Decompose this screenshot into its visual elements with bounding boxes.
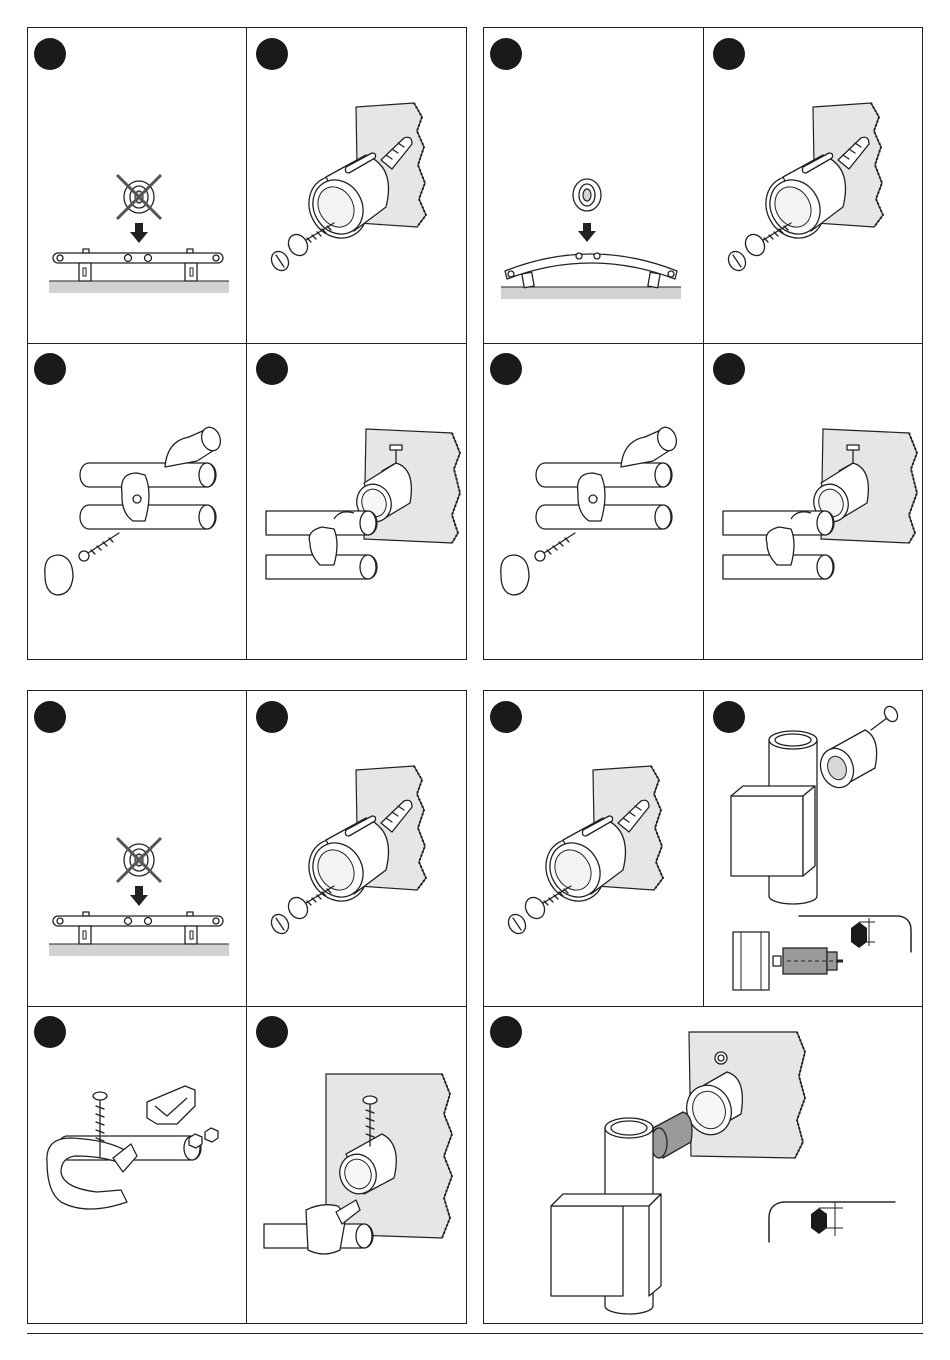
step-illustration-attach-wall [246, 343, 467, 660]
hex-nut-icon [811, 1208, 827, 1234]
step-illustration-attach-clip [246, 1006, 467, 1324]
x-mark-icon [117, 838, 161, 906]
step-illustration-cap-check [27, 27, 246, 343]
step-illustration-clip-bracket [27, 1006, 246, 1324]
step-illustration-clamp-screw [27, 343, 246, 660]
hex-nut-icon [851, 922, 867, 948]
x-mark-icon [117, 175, 161, 243]
step-illustration-attach-side-bracket [483, 1006, 923, 1324]
step-illustration-wall-plug [246, 690, 467, 1006]
step-illustration-cap-check [27, 690, 246, 1006]
footer-rule [27, 1333, 923, 1334]
step-illustration-curved-bar [483, 27, 703, 343]
step-illustration-attach-wall [703, 343, 923, 660]
step-illustration-wall-plug [483, 690, 703, 1006]
hex-nut-icon [189, 1134, 202, 1148]
step-illustration-wall-plug [703, 27, 923, 343]
step-illustration-wall-plug [246, 27, 467, 343]
step-illustration-side-bracket [703, 690, 923, 1006]
step-illustration-clamp-screw [483, 343, 703, 660]
hex-nut-icon [205, 1128, 218, 1142]
